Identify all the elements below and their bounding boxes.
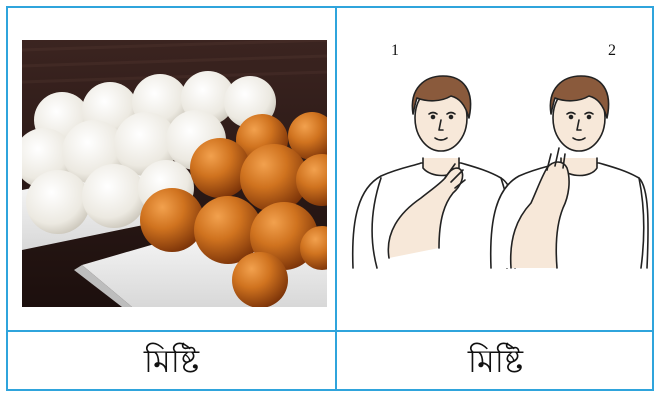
step-label-2: 2 [608,42,616,59]
sign-language-illustration [341,18,649,323]
signer-figure-2 [491,76,648,268]
flashcard [6,6,654,391]
row-divider [8,330,652,332]
sweets-photo [22,40,327,307]
caption-sweets-word: মিষ্টি [143,341,200,380]
caption-sign-word: মিষ্টি [467,341,524,380]
step-label-1: 1 [391,42,399,59]
